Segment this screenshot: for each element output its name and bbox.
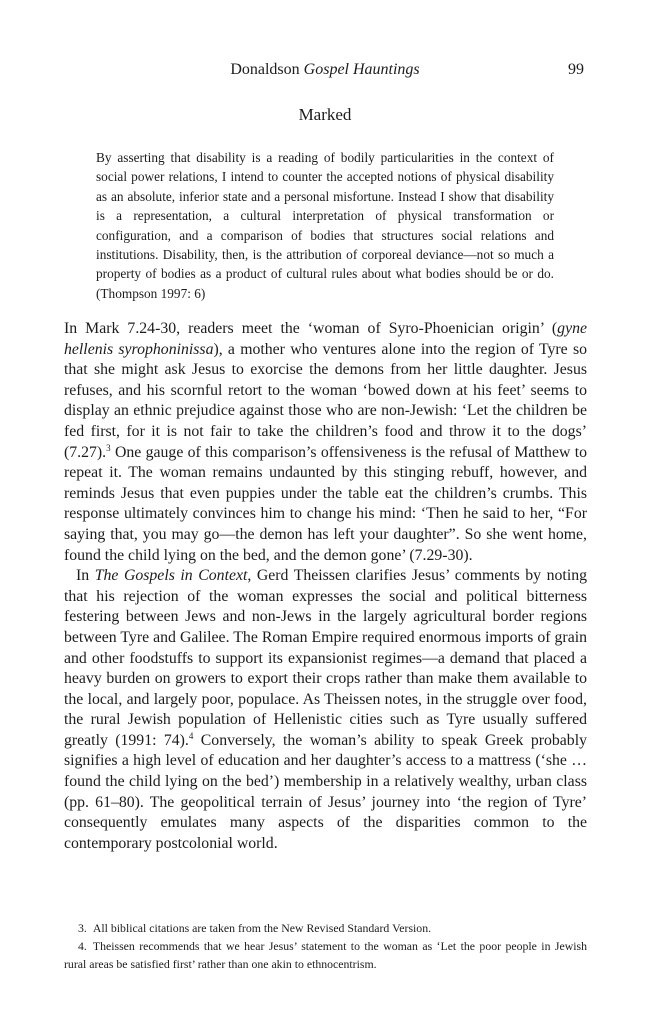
footnote-4: 4. Theissen recommends that we hear Jesus’ statement to the woman as ‘Let the poor people in Jewish rural areas be satisfied first’ rather than one akin to ethnocentrism. [64,939,587,971]
footnote-ref-4[interactable]: 4 [188,730,194,741]
page-number: 99 [568,61,584,78]
paragraph-2: In The Gospels in Context, Gerd Theissen clarifies Jesus’ comments by noting that his rejection of the woman expresses the social and political bitterness festering between Jews and non-Jews in the largely agricultural border regions between Tyre and Galilee. The Roman Empire required enormous imports of grain and other foodstuffs to support its expansionist regimes—a demand that placed a heavy burden on growers to export their crops rather than make them available to the local, and largely poor, populace. As Theissen notes, in the struggle over food, the rural Jewish population of Hellenistic cities such as Tyre usually suffered greatly (1991: 74).$^4$ Conversely, the woman’s ability to speak Greek probably signifies a high level of education and her daughter’s access to a mattress (‘she … found the child lying on the bed’) membership in a relatively wealthy, urban class (pp. 61–80). The geopolitical terrain of Jesus’ journey into ‘the region of Tyre’ consequently emulates many aspects of the disparities common to the contemporary postcolonial world. [64,567,587,852]
footnote-3: 3. All biblical citations are taken from the New Revised Standard Version. [78,921,432,935]
header-author: Donaldson [230,61,300,78]
header-book-title: Gospel Hauntings [303,61,420,78]
section-title: Marked [298,105,352,124]
paragraph-1: In Mark 7.24-30, readers meet the ‘woman of Syro-Phoenician origin’ (gyne hellenis syrophoninissa), a mother who ventures alone into the region of Tyre so that she might ask Jesus to exorcise the demons from her little daughter. Jesus refuses, and his scornful retort to the woman ‘bowed down at his feet’ seems to display an ethnic prejudice against those who are non-Jewish: ‘Let the children be fed first, for it is not fair to take the children’s food and throw it to the dogs’ (7.27).$^3$ One gauge of this comparison’s offensiveness is the refusal of Matthew to repeat it. The woman remains undaunted by this stinging rebuff, however, and reminds Jesus that even puppies under the table eat the children’s crumbs. This response ultimately convinces him to change his mind: ‘Then he said to her, “For saying that, you may go—the demon has left your daughter”. So she went home, found the child lying on the bed, and the demon gone’ (7.29-30). [64,320,587,564]
footnotes [64,919,587,973]
running-header [0,58,650,82]
running-title [0,58,650,82]
greek-phrase: gyne hellenis syrophoninissa [64,320,587,358]
footnote-ref-3[interactable]: 3 [106,442,111,453]
body-text [64,319,587,854]
epigraph-quote: By asserting that disability is a reading of bodily particularities in the context of social power relations, I intend to counter the accepted notions of physical disability as an absolute, inferior state and a personal misfortune. Instead I show that disability is a representation, a cultural interpretation of physical transformation or configuration, and a comparison of bodies that structures social relations and institutions. Disability, then, is the attribution of corporeal deviance—not so much a property of bodies as a product of cultural rules about what bodies should be or do. (Thompson 1997: 6) [96,150,554,301]
cited-book-title: The Gospels in Context [94,567,248,585]
